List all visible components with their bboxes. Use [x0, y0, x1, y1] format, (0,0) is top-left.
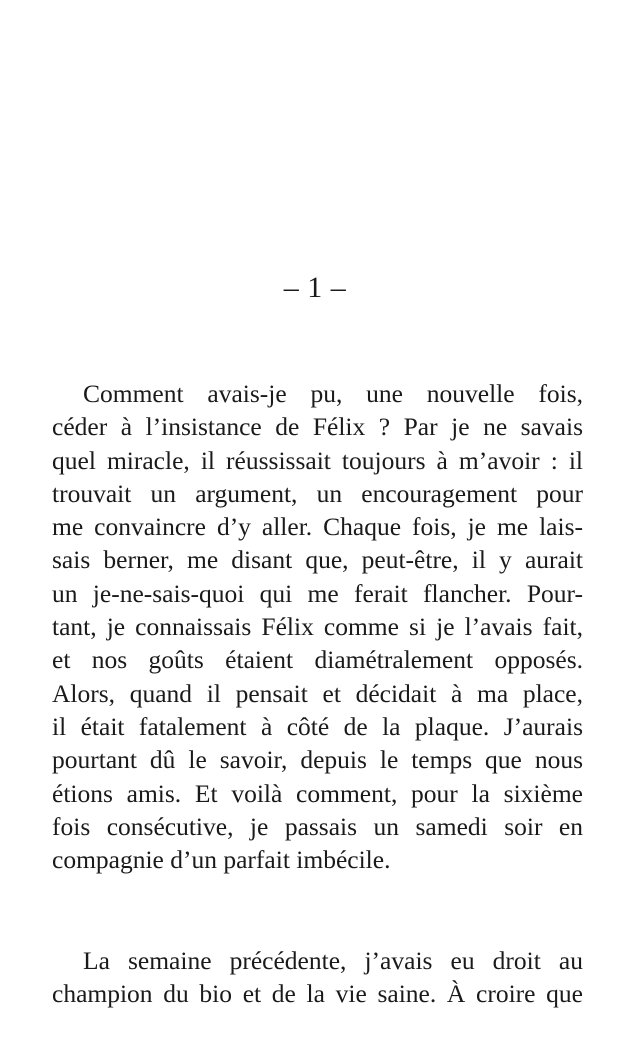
text-line: quel miracle, il réussissait toujours à m’avoir : il: [52, 445, 583, 475]
text-line: céder à l’insistance de Félix ? Par je ne savais: [52, 412, 583, 442]
chapter-heading: – 1 –: [283, 271, 347, 304]
paragraph-2: [52, 944, 583, 1011]
text-line: Alors, quand il pensait et décidait à ma place,: [52, 678, 583, 708]
text-line: pourtant dû le savoir, depuis le temps que nous: [52, 745, 583, 775]
text-line: un je-ne-sais-quoi qui me ferait flancher. Pour-: [52, 578, 583, 608]
text-line: et nos goûts étaient diamétralement opposés.: [52, 645, 583, 675]
text-line: sais berner, me disant que, peut-être, il y aurait: [52, 545, 583, 575]
text-line: tant, je connaissais Félix comme si je l’avais fait,: [52, 612, 583, 642]
paragraph-1: [52, 377, 583, 876]
text-line: étions amis. Et voilà comment, pour la sixième: [52, 778, 583, 808]
text-line: me convaincre d’y aller. Chaque fois, je me lais-: [52, 512, 583, 542]
text-line: compagnie d’un parfait imbécile.: [52, 845, 391, 875]
text-line: La semaine précédente, j’avais eu droit au: [83, 946, 583, 975]
text-line: champion du bio et de la vie saine. À croire que: [52, 979, 583, 1009]
text-line: Comment avais-je pu, une nouvelle fois,: [83, 379, 583, 408]
text-line: trouvait un argument, un encouragement pour: [52, 478, 583, 508]
text-line: il était fatalement à côté de la plaque. J’aurais: [52, 711, 583, 741]
text-line: fois consécutive, je passais un samedi soir en: [52, 811, 583, 841]
